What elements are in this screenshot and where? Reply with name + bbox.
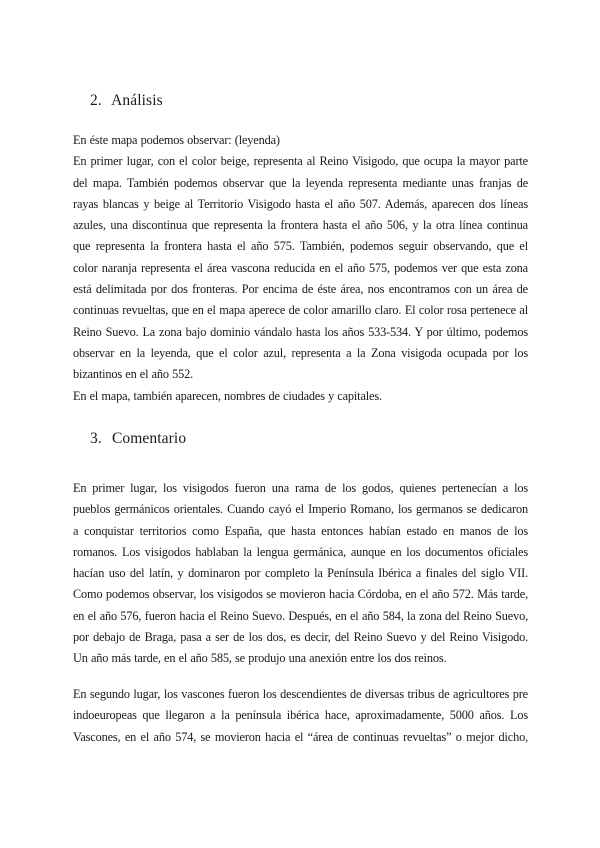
text-line: Un año más tarde, en el año 585, se produjo una anexión entre los dos reinos.	[73, 651, 447, 666]
text-line: bizantinos en el año 552.	[73, 367, 194, 382]
text-line: en el año 576, fueron hacia el Reino Suevo. Después, en el año 584, la zona del Reino Suevo,	[73, 608, 528, 623]
text-line: rayas blancas y beige al Territorio Visigodo hasta el año 507. Además, aparecen dos líneas	[73, 196, 528, 211]
text-line: En el mapa, también aparecen, nombres de ciudades y capitales.	[73, 388, 382, 403]
section-2-heading	[90, 92, 163, 110]
text-line: Vascones, en el año 574, se movieron hacia el “área de continuas revueltas” o mejor dicho,	[73, 729, 528, 744]
text-line: romanos. Los visigodos hablaban la lengua germánica, aunque en los documentos oficiales	[73, 544, 528, 559]
text-line: indoeuropeas que llegaron a la península ibérica hace, aproximadamente, 5000 años. Los	[73, 708, 528, 723]
text-line: hacían uso del latín, y dominaron por completo la Península Ibérica a finales del siglo VII.	[73, 566, 528, 581]
text-line: del mapa. También podemos observar que la leyenda representa mediante unas franjas de	[73, 175, 528, 190]
text-line: color naranja representa el área vascona reducida en el año 575, podemos ver que esta zona	[73, 260, 528, 275]
text-line: está delimitada por dos fronteras. Por encima de éste área, nos encontramos con un área de	[73, 282, 528, 297]
section-3-paragraph-2	[73, 684, 528, 748]
text-line: observar en la leyenda, que el color azul, representa a la Zona visigoda ocupada por los	[73, 345, 528, 360]
text-line: continuas revueltas, que en el mapa aperece de color amarillo claro. El color rosa pertenece al	[73, 303, 528, 318]
section-3-heading	[90, 430, 186, 448]
text-line: Reino Suevo. La zona bajo dominio vándalo hasta los años 533-534. Y por último, podemos	[73, 324, 528, 339]
text-line: azules, una discontinua que representa la frontera hasta el año 506, y la otra línea continua	[73, 218, 528, 233]
text-line: que representa la frontera hasta el año 575. También, podemos seguir observando, que el	[73, 239, 528, 254]
section-2-number: 2.	[90, 92, 102, 109]
section-2-body	[73, 130, 528, 407]
section-3-title: Comentario	[111, 430, 187, 447]
text-line: En primer lugar, con el color beige, representa al Reino Visigodo, que ocupa la mayor parte	[73, 154, 528, 169]
text-line: por debajo de Braga, pasa a ser de los dos, es decir, del Reino Suevo y del Reino Visigodo.	[73, 630, 528, 645]
text-line: En primer lugar, los visigodos fueron una rama de los godos, quienes pertenecían a los	[73, 481, 528, 495]
section-3-number: 3.	[90, 430, 102, 447]
text-line: En segundo lugar, los vascones fueron los descendientes de diversas tribus de agricultores pre	[73, 687, 528, 701]
text-line: a conquistar territorios como España, que hasta entonces habían estado en manos de los	[73, 523, 528, 538]
text-line: pueblos germánicos orientales. Cuando cayó el Imperio Romano, los germanos se dedicaron	[73, 502, 528, 517]
section-2-title: Análisis	[111, 92, 163, 109]
section-3-paragraph-1	[73, 478, 528, 670]
text-line: En éste mapa podemos observar: (leyenda)	[73, 133, 280, 147]
text-line: Como podemos observar, los visigodos se movieron hacia Córdoba, en el año 572. Más tarde,	[73, 587, 528, 602]
